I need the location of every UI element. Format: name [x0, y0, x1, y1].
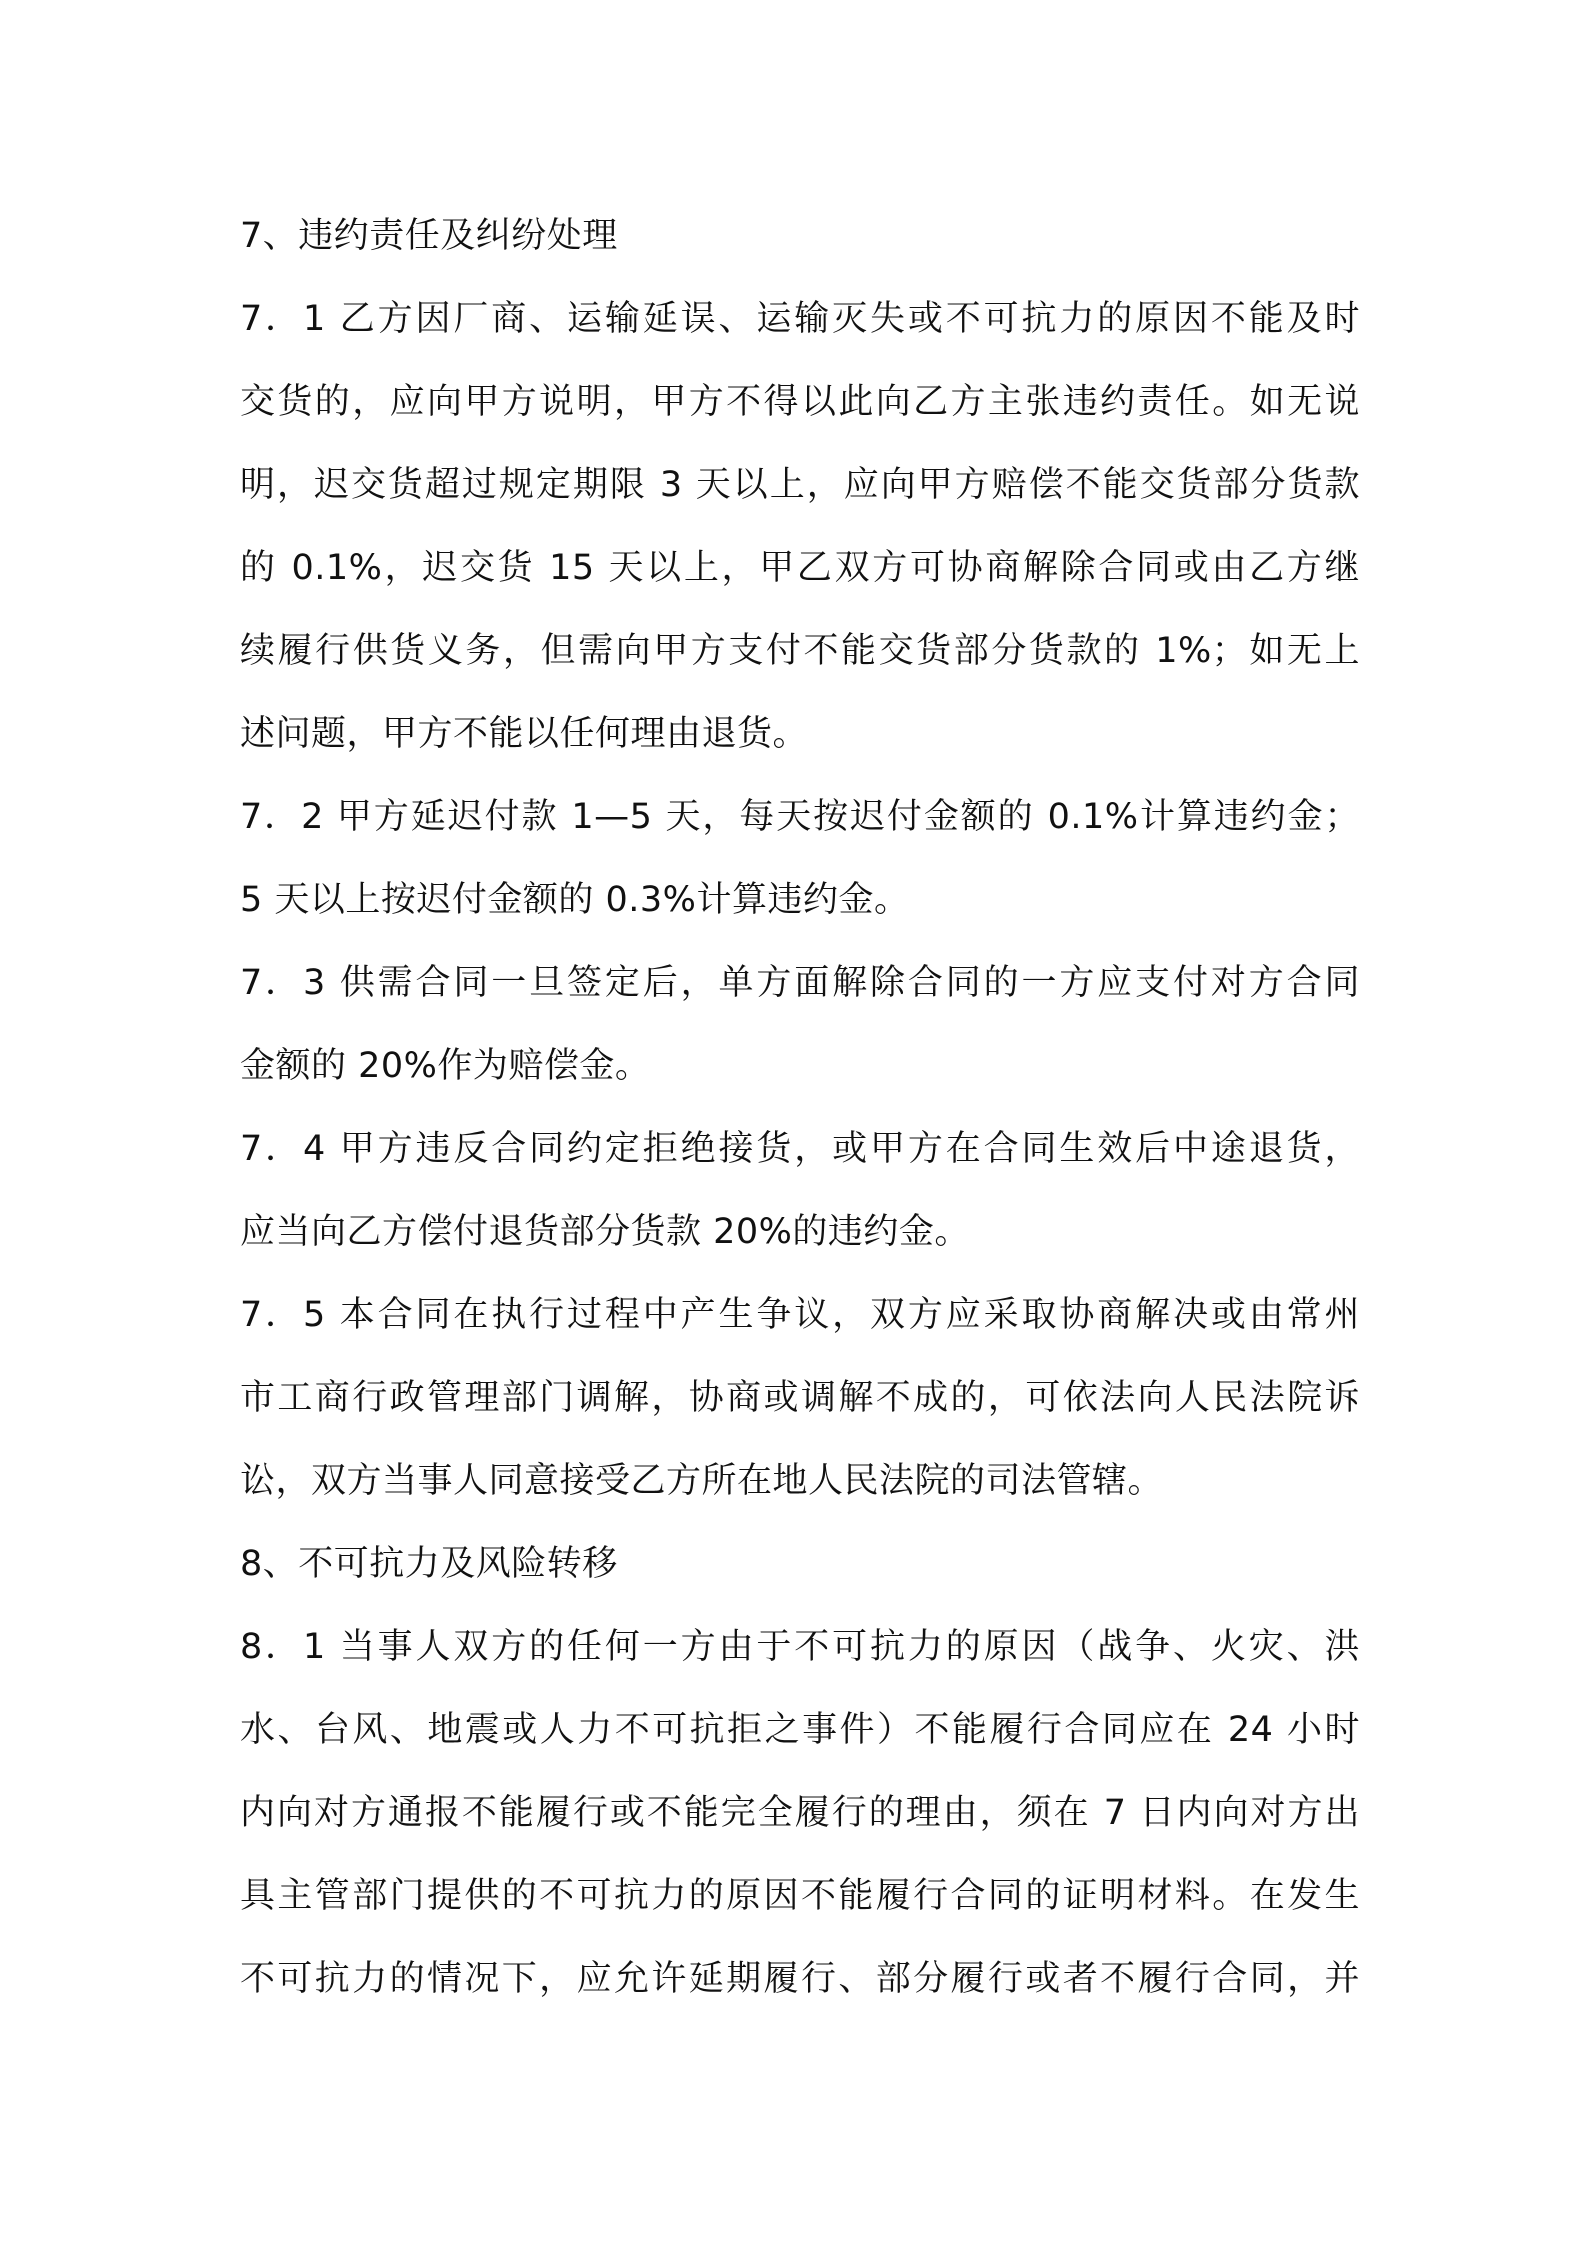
- clause-7-5-line-1: 7．5 本合同在执行过程中产生争议，双方应采取协商解决或由常州: [240, 1295, 1360, 1335]
- clause-7-1-line-5: 续履行供货义务，但需向甲方支付不能交货部分货款的 1%；如无上: [240, 631, 1360, 671]
- clause-8-1-line-4: 具主管部门提供的不可抗力的原因不能履行合同的证明材料。在发生: [240, 1876, 1360, 1916]
- clause-7-1-line-6: 述问题，甲方不能以任何理由退货。: [240, 714, 809, 754]
- clause-7-1-line-3: 明，迟交货超过规定期限 3 天以上，应向甲方赔偿不能交货部分货款: [240, 465, 1360, 505]
- clause-8-1-line-5: 不可抗力的情况下，应允许延期履行、部分履行或者不履行合同，并: [240, 1959, 1360, 1999]
- section-heading-7: 7、违约责任及纠纷处理: [240, 216, 618, 256]
- clause-7-3-line-2: 金额的 20%作为赔偿金。: [240, 1046, 651, 1086]
- clause-7-4-line-2: 应当向乙方偿付退货部分货款 20%的违约金。: [240, 1212, 970, 1252]
- clause-7-4-line-1: 7．4 甲方违反合同约定拒绝接货，或甲方在合同生效后中途退货，: [240, 1129, 1360, 1169]
- clause-7-1-line-4: 的 0.1%，迟交货 15 天以上，甲乙双方可协商解除合同或由乙方继: [240, 548, 1360, 588]
- contract-page: [240, 195, 1360, 2021]
- clause-8-1-line-3: 内向对方通报不能履行或不能完全履行的理由，须在 7 日内向对方出: [240, 1793, 1360, 1833]
- clause-7-1-line-2: 交货的，应向甲方说明，甲方不得以此向乙方主张违约责任。如无说: [240, 382, 1360, 422]
- clause-7-5-line-2: 市工商行政管理部门调解，协商或调解不成的，可依法向人民法院诉: [240, 1378, 1360, 1418]
- clause-7-1-line-1: 7．1 乙方因厂商、运输延误、运输灭失或不可抗力的原因不能及时: [240, 299, 1360, 339]
- clause-7-2-line-2: 5 天以上按迟付金额的 0.3%计算违约金。: [240, 880, 910, 920]
- clause-8-1-line-1: 8．1 当事人双方的任何一方由于不可抗力的原因（战争、火灾、洪: [240, 1627, 1360, 1667]
- clause-7-5-line-3: 讼，双方当事人同意接受乙方所在地人民法院的司法管辖。: [240, 1461, 1164, 1501]
- clause-7-2-line-1: 7．2 甲方延迟付款 1—5 天，每天按迟付金额的 0.1%计算违约金；: [240, 797, 1360, 837]
- section-heading-8: 8、不可抗力及风险转移: [240, 1544, 618, 1584]
- clause-7-3-line-1: 7．3 供需合同一旦签定后，单方面解除合同的一方应支付对方合同: [240, 963, 1360, 1003]
- clause-8-1-line-2: 水、台风、地震或人力不可抗拒之事件）不能履行合同应在 24 小时: [240, 1710, 1360, 1750]
